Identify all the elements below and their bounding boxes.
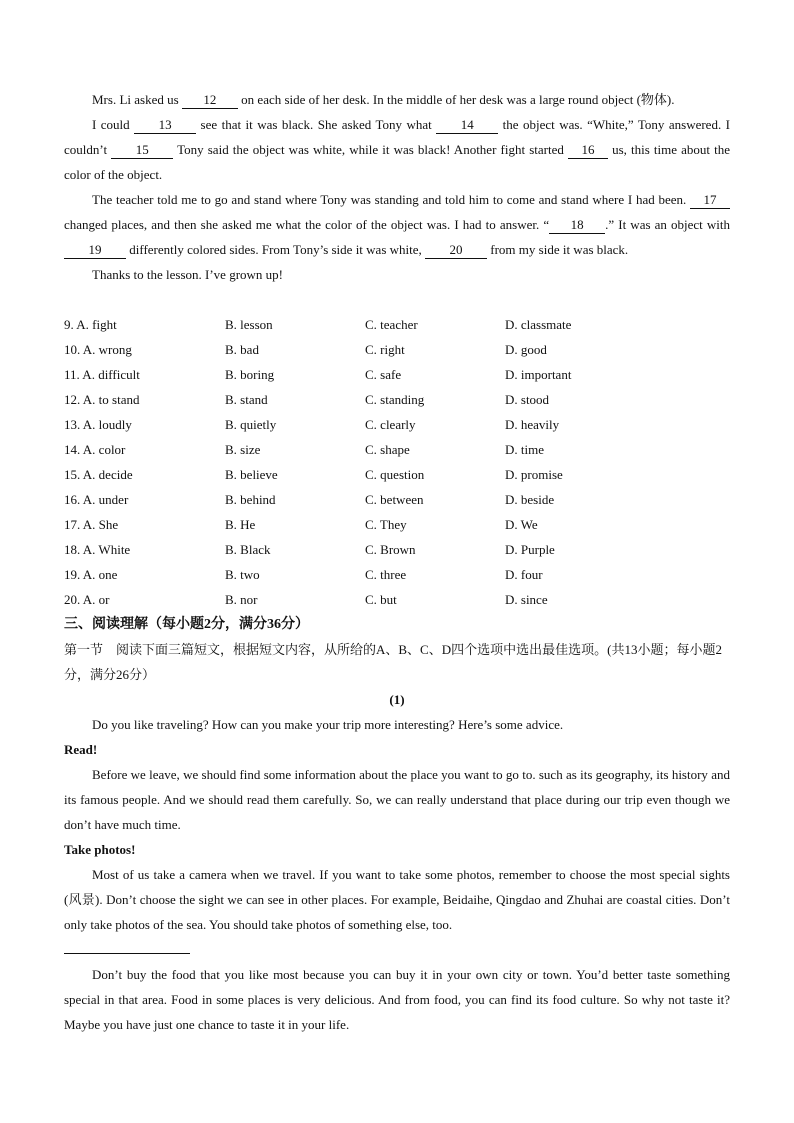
option-b: B. lesson [225,317,273,332]
cloze-text: see that it was black. She asked Tony what [196,117,437,132]
passage-subheading-read: Read! [64,742,98,757]
section-instructions: 第一节 阅读下面三篇短文，根据短文内容，从所给的A、B、C、D四个选项中选出最佳选项。(共13小题；每小题2分，满分26分） [64,642,722,682]
cloze-paragraph-2 [64,112,730,187]
option-a: 9. A. fight [64,317,117,332]
cloze-paragraph-1 [64,87,730,112]
option-c: C. clearly [365,417,416,432]
passage-paragraph-3: Don’t buy the food that you like most because you can buy it in your own city or town. You’d better taste something special in that area. Food in some places is very delicious. And from food, you can find its food culture. So why not taste it? Maybe you have just one chance to taste it in your life. [64,967,730,1032]
option-a: 13. A. loudly [64,417,132,432]
cloze-text: changed places, and then she asked me what the color of the object was. I had to answer. “ [64,217,550,232]
option-b: B. two [225,567,260,582]
option-row [64,312,664,337]
option-b: B. He [225,517,256,532]
option-d: D. since [505,592,548,607]
option-b: B. behind [225,492,276,507]
option-a: 20. A. or [64,592,110,607]
cloze-text: differently colored sides. From Tony’s side it was white, [126,242,426,257]
option-c: C. standing [365,392,425,407]
blank-14: 14 [436,117,498,134]
cloze-paragraph-3 [64,187,730,262]
option-a: 10. A. wrong [64,342,132,357]
option-row [64,462,664,487]
cloze-paragraph-4: Thanks to the lesson. I’ve grown up! [92,267,283,282]
passage-number: (1) [389,692,405,707]
option-c: C. safe [365,367,402,382]
option-d: D. time [505,442,544,457]
option-d: D. good [505,342,547,357]
option-d: D. We [505,517,538,532]
option-row [64,337,664,362]
option-d: D. stood [505,392,550,407]
option-c: C. teacher [365,317,418,332]
option-c: C. shape [365,442,410,457]
section-heading: 三、阅读理解（每小题2分，满分36分） [64,617,309,632]
blank-18: 18 [549,217,605,234]
blank-12: 12 [182,92,238,109]
option-d: D. four [505,567,543,582]
option-row [64,362,664,387]
option-a: 19. A. one [64,567,118,582]
cloze-text: Mrs. Li asked us [92,92,182,107]
reading-passage-continued [64,962,730,1037]
option-c: C. They [365,517,407,532]
blank-13: 13 [134,117,196,134]
option-b: B. boring [225,367,275,382]
option-b: B. Black [225,542,271,557]
blank-16: 16 [568,142,608,159]
passage-paragraph-2: Most of us take a camera when we travel. If you want to take some photos, remember to choose the most special sights (风景). Don’t choose the sight we can see in other places. For example, Beidaihe, Qingdao and Zhuhai are coastal cities. Don’t only take photos of the sea. You should take photos of something else, too. [64,867,730,932]
passage-paragraph-1: Before we leave, we should find some information about the place you want to go to. such as its geography, its history and its famous people. And we should read them carefully. So, we can really understand that place during our trip even though we don’t have much time. [64,767,730,832]
option-a: 14. A. color [64,442,126,457]
option-c: C. right [365,342,405,357]
option-c: C. but [365,592,397,607]
cloze-text: from my side it was black. [487,242,629,257]
blank-17: 17 [690,192,730,209]
option-a: 18. A. White [64,542,131,557]
option-d: D. classmate [505,317,572,332]
option-c: C. Brown [365,542,416,557]
option-row [64,387,664,412]
option-b: B. stand [225,392,268,407]
option-d: D. beside [505,492,555,507]
option-row [64,412,664,437]
blank-15: 15 [111,142,173,159]
cloze-text: Tony said the object was white, while it was black! Another fight started [173,142,568,157]
option-c: C. three [365,567,407,582]
option-a: 12. A. to stand [64,392,140,407]
option-d: D. promise [505,467,563,482]
option-row [64,437,664,462]
cloze-text: us, this time about the color of the object. [64,142,731,182]
blank-heading-line [64,953,190,954]
passage-subheading-photos: Take photos! [64,842,136,857]
cloze-text: on each side of her desk. In the middle of her desk was a large round object (物体). [237,92,675,107]
option-d: D. Purple [505,542,555,557]
option-d: D. heavily [505,417,560,432]
option-b: B. bad [225,342,259,357]
option-a: 17. A. She [64,517,119,532]
option-b: B. believe [225,467,278,482]
option-a: 16. A. under [64,492,129,507]
option-b: B. quietly [225,417,277,432]
option-list [64,312,664,612]
option-c: C. question [365,467,425,482]
cloze-text: I could [92,117,135,132]
option-a: 15. A. decide [64,467,133,482]
option-a: 11. A. difficult [64,367,140,382]
cloze-passage [64,87,730,287]
option-row [64,487,664,512]
cloze-text: the object was. “White,” Tony answered. I couldn’t [64,117,730,157]
reading-passage [64,712,730,937]
cloze-text: The teacher told me to go and stand where Tony was standing and told him to come and stand where I had been. [92,192,690,207]
option-row [64,562,664,587]
passage-intro: Do you like traveling? How can you make your trip more interesting? Here’s some advice. [92,717,564,732]
option-row [64,537,664,562]
option-row [64,587,664,612]
cloze-text: .” It was an object with [605,217,730,232]
option-row [64,512,664,537]
blank-20: 20 [425,242,487,259]
option-b: B. size [225,442,261,457]
option-d: D. important [505,367,572,382]
blank-19: 19 [64,242,126,259]
option-b: B. nor [225,592,258,607]
option-c: C. between [365,492,424,507]
